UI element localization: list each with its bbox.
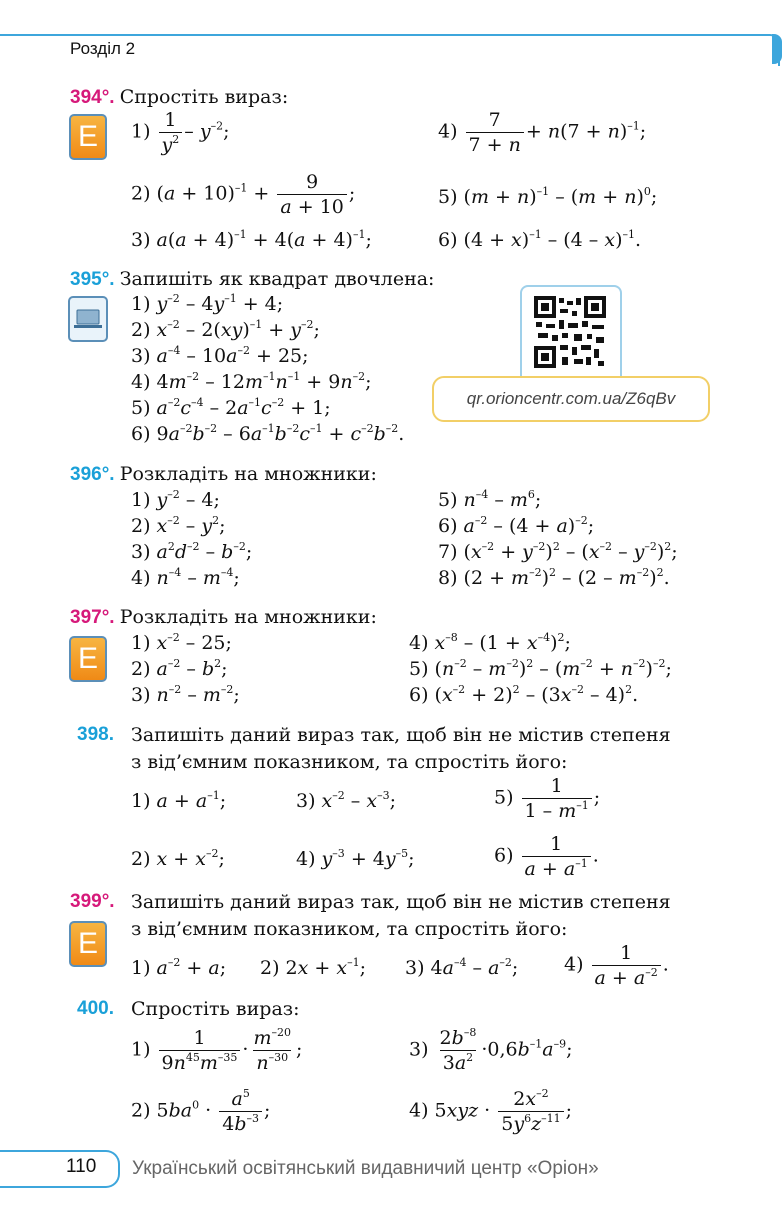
problem-398-instruction-2: з від’ємним показником, та спростіть його: — [131, 751, 568, 773]
level-e-icon: E — [69, 114, 107, 160]
expr-394-6: 6) $(4 + x)^{-1} - (4 - x)^{-1}$. — [438, 228, 642, 251]
expr-394-3: 3) $a(a + 4)^{-1} + 4(a + 4)^{-1}$; — [131, 228, 372, 251]
header-accent-tab — [772, 34, 782, 64]
problem-398-instruction-1: Запишіть даний вираз так, щоб він не містив степеня — [131, 724, 671, 746]
publisher-text: Український освітянський видавничий центр «Оріон» — [132, 1158, 599, 1179]
expr-395-6: 6) $9a^{-2}b^{-2} - 6a^{-1}b^{-2}c^{-1} + c^{-2}b^{-2}$. — [131, 422, 405, 445]
expr-398-4: 4) $y^{-3} + 4y^{-5}$; — [296, 847, 415, 870]
expr-399-4: 4) $\frac{1}{a + a^{-2}}$ . — [564, 942, 669, 989]
qr-link[interactable]: qr.orioncentr.com.ua/Z6qBv — [432, 376, 710, 422]
expr-396-3: 3) $a^2d^{-2} - b^{-2}$; — [131, 540, 253, 563]
expr-397-3: 3) $n^{-2} - m^{-2}$; — [131, 683, 240, 706]
expr-397-2: 2) $a^{-2} - b^2$; — [131, 657, 228, 680]
problem-400-heading: 400. — [77, 998, 114, 1019]
problem-instruction: Спростіть вираз: — [119, 86, 289, 108]
expr-398-6: 6) $\frac{1}{a + a^{-1}}$ . — [494, 833, 599, 880]
expr-398-2: 2) $x + x^{-2}$; — [131, 847, 225, 870]
problem-399-heading: 399°. — [70, 891, 115, 912]
expr-400-4: 4) 5xyz · $\frac{2x^{-2}}{5y^6z^{-11}}$ ; — [409, 1087, 572, 1135]
expr-396-2: 2) $x^{-2} - y^2$; — [131, 514, 226, 537]
expr-395-4: 4) $4m^{-2} - 12m^{-1}n^{-1} + 9n^{-2}$; — [131, 370, 372, 393]
qr-code[interactable] — [520, 285, 622, 385]
problem-399-instruction-1: Запишіть даний вираз так, щоб він не містив степеня — [131, 891, 671, 913]
expr-396-7: 7) $(x^{-2} + y^{-2})^2 - (x^{-2} - y^{-2})^2$; — [438, 540, 678, 563]
problem-396-heading: 396°. Розкладіть на множники: — [70, 463, 377, 485]
expr-395-5: 5) $a^{-2}c^{-4} - 2a^{-1}c^{-2} + 1$; — [131, 396, 331, 419]
level-e-icon: E — [69, 636, 107, 682]
problem-399-instruction-2: з від’ємним показником, та спростіть його: — [131, 918, 568, 940]
expr-395-1: 1) $y^{-2} - 4y^{-1} + 4$; — [131, 292, 284, 315]
expr-394-5: 5) $(m + n)^{-1} - (m + n)^0$; — [438, 185, 658, 208]
section-title: Розділ 2 — [70, 39, 136, 58]
expr-399-2: 2) $2x + x^{-1}$; — [260, 956, 366, 979]
expr-395-2: 2) $x^{-2} - 2(xy)^{-1} + y^{-2}$; — [131, 318, 320, 341]
problem-number: 394 — [70, 87, 102, 108]
expr-396-6: 6) $a^{-2} - (4 + a)^{-2}$; — [438, 514, 595, 537]
expr-396-4: 4) $n^{-4} - m^{-4}$; — [131, 566, 240, 589]
problem-394-heading: 394°. Спростіть вираз: — [70, 86, 289, 108]
expr-400-2: 2) $5ba^0$ · $\frac{a^5}{4b^{-3}}$ ; — [131, 1087, 271, 1135]
expr-395-3: 3) $a^{-4} - 10a^{-2} + 25$; — [131, 344, 309, 367]
expr-400-3: 3) $\frac{2b^{-8}}{3a^2}$ $\cdot 0,6b^{-1}a^{-9}$; — [409, 1026, 573, 1074]
problem-398-heading: 398. — [77, 724, 114, 745]
level-e-icon: E — [69, 921, 107, 967]
expr-397-5: 5) $(n^{-2} - m^{-2})^2 - (m^{-2} + n^{-2})^{-2}$; — [409, 657, 672, 680]
problem-395-heading: 395°. Запишіть як квадрат двочлена: — [70, 268, 435, 290]
expr-394-4: 4) $\frac{7}{7 + n}$ + $n(7 + n)^{-1}$; — [438, 109, 647, 156]
expr-399-3: 3) $4a^{-4} - a^{-2}$; — [405, 956, 519, 979]
expr-398-5: 5) $\frac{1}{1 - m^{-1}}$ ; — [494, 775, 601, 822]
problem-397-heading: 397°. Розкладіть на множники: — [70, 606, 377, 628]
computer-icon — [68, 296, 108, 342]
expr-396-5: 5) $n^{-4} - m^6$; — [438, 488, 542, 511]
page-number-box — [0, 1150, 120, 1188]
expr-397-1: 1) $x^{-2} - 25$; — [131, 631, 232, 654]
expr-394-1: 1) $\frac{1}{y^2}$ – $y^{-2}$; — [131, 109, 230, 156]
page-number: 110 — [66, 1156, 97, 1177]
expr-397-4: 4) $x^{-8} - (1 + x^{-4})^2$; — [409, 631, 571, 654]
expr-400-1: 1) $\frac{1}{9n^{45}m^{-35}}$ · $\frac{m^{-20}}{n^{-30}}$ ; — [131, 1026, 303, 1074]
problem-400-instruction: Спростіть вираз: — [131, 998, 300, 1020]
expr-396-1: 1) $y^{-2} - 4$; — [131, 488, 220, 511]
expr-398-3: 3) $x^{-2} - x^{-3}$; — [296, 789, 396, 812]
expr-396-8: 8) $(2 + m^{-2})^2 - (2 - m^{-2})^2$. — [438, 566, 670, 589]
expr-399-1: 1) $a^{-2} + a$; — [131, 956, 227, 979]
expr-397-6: 6) $(x^{-2} + 2)^2 - (3x^{-2} - 4)^2$. — [409, 683, 639, 706]
expr-394-2: 2) $(a + 10)^{-1}$ + $\frac{9}{a + 10}$ ; — [131, 171, 356, 218]
expr-398-1: 1) $a + a^{-1}$; — [131, 789, 227, 812]
